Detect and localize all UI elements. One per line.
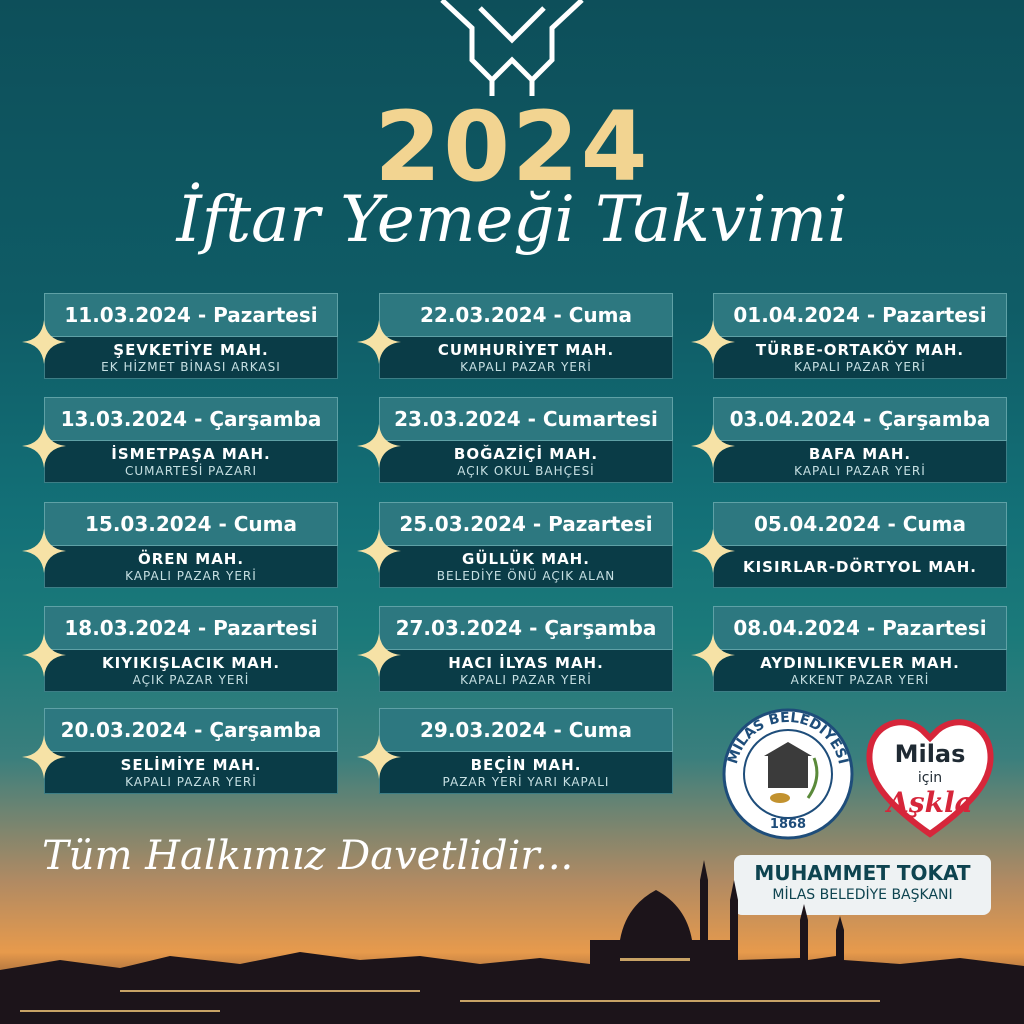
sparkle-icon — [357, 529, 401, 573]
sparkle-icon — [357, 735, 401, 779]
neighborhood-name: BAFA MAH. — [808, 445, 912, 463]
schedule-card — [44, 397, 338, 483]
neighborhood-name: ÖREN MAH. — [137, 550, 245, 568]
schedule-date: 29.03.2024 - Cuma — [379, 708, 673, 752]
schedule-date: 03.04.2024 - Çarşamba — [713, 397, 1007, 441]
neighborhood-name: BEÇİN MAH. — [470, 756, 582, 774]
schedule-place — [379, 650, 673, 692]
schedule-place — [44, 546, 338, 588]
sparkle-icon — [691, 424, 735, 468]
neighborhood-name: ŞEVKETİYE MAH. — [113, 341, 269, 359]
schedule-card — [379, 397, 673, 483]
schedule-card — [713, 502, 1007, 588]
schedule-card — [379, 293, 673, 379]
schedule-card — [44, 708, 338, 794]
schedule-date: 20.03.2024 - Çarşamba — [44, 708, 338, 752]
year-heading: 2024 — [374, 91, 650, 203]
sparkle-icon — [691, 633, 735, 677]
schedule-date: 08.04.2024 - Pazartesi — [713, 606, 1007, 650]
schedule-place — [44, 650, 338, 692]
sparkle-icon — [357, 633, 401, 677]
schedule-card — [44, 293, 338, 379]
sparkle-icon — [22, 320, 66, 364]
neighborhood-name: GÜLLÜK MAH. — [462, 550, 590, 568]
schedule-place — [379, 546, 673, 588]
sparkle-icon — [691, 320, 735, 364]
neighborhood-name: CUMHURİYET MAH. — [437, 341, 615, 359]
schedule-place — [379, 752, 673, 794]
neighborhood-name: İSMETPAŞA MAH. — [111, 445, 271, 463]
ornament-icon — [420, 0, 604, 96]
sparkle-icon — [691, 529, 735, 573]
seal-year: 1868 — [769, 817, 807, 832]
location-name: KAPALI PAZAR YERİ — [125, 569, 257, 583]
schedule-date: 23.03.2024 - Cumartesi — [379, 397, 673, 441]
heart-badge-line2: için — [917, 770, 943, 786]
location-name: CUMARTESİ PAZARI — [124, 464, 258, 478]
neighborhood-name: KIYIKIŞLACIK MAH. — [101, 654, 281, 672]
schedule-date: 01.04.2024 - Pazartesi — [713, 293, 1007, 337]
schedule-card — [379, 708, 673, 794]
sparkle-icon — [22, 735, 66, 779]
heart-badge-line1: Milas — [894, 740, 966, 768]
seal-text: MİLAS BELEDİYESİ — [724, 709, 851, 766]
location-name: AÇIK OKUL BAHÇESİ — [457, 464, 595, 478]
schedule-card — [713, 606, 1007, 692]
location-name: BELEDİYE ÖNÜ AÇIK ALAN — [436, 569, 616, 583]
schedule-place — [44, 337, 338, 379]
schedule-card — [713, 397, 1007, 483]
neighborhood-name: KISIRLAR-DÖRTYOL MAH. — [742, 558, 978, 576]
mosque-skyline-image — [0, 860, 1024, 1024]
schedule-place — [379, 441, 673, 483]
neighborhood-name: HACI İLYAS MAH. — [448, 654, 604, 672]
schedule-place — [379, 337, 673, 379]
page-title: İftar Yemeği Takvimi — [176, 183, 848, 257]
sparkle-icon — [357, 320, 401, 364]
schedule-card — [44, 606, 338, 692]
schedule-card — [713, 293, 1007, 379]
location-name: KAPALI PAZAR YERİ — [125, 775, 257, 789]
schedule-place — [713, 441, 1007, 483]
schedule-date: 11.03.2024 - Pazartesi — [44, 293, 338, 337]
sparkle-icon — [22, 529, 66, 573]
location-name: EK HİZMET BİNASI ARKASI — [101, 360, 281, 374]
location-name: PAZAR YERİ YARI KAPALI — [442, 775, 610, 789]
schedule-place — [713, 546, 1007, 588]
sparkle-icon — [22, 633, 66, 677]
location-name: AÇIK PAZAR YERİ — [132, 673, 250, 687]
schedule-card — [379, 606, 673, 692]
schedule-date: 27.03.2024 - Çarşamba — [379, 606, 673, 650]
municipality-seal-logo — [722, 708, 854, 840]
neighborhood-name: AYDINLIKEVLER MAH. — [760, 654, 960, 672]
location-name: KAPALI PAZAR YERİ — [794, 464, 926, 478]
mayor-name: MUHAMMET TOKAT — [754, 861, 971, 885]
schedule-place — [44, 752, 338, 794]
schedule-place — [713, 650, 1007, 692]
location-name: KAPALI PAZAR YERİ — [794, 360, 926, 374]
location-name: KAPALI PAZAR YERİ — [460, 360, 592, 374]
schedule-date: 18.03.2024 - Pazartesi — [44, 606, 338, 650]
schedule-card — [44, 502, 338, 588]
location-name: AKKENT PAZAR YERİ — [790, 673, 930, 687]
heart-badge-line3: Aşkla — [887, 786, 973, 819]
schedule-card — [379, 502, 673, 588]
schedule-place — [713, 337, 1007, 379]
neighborhood-name: SELİMİYE MAH. — [120, 756, 262, 774]
schedule-date: 05.04.2024 - Cuma — [713, 502, 1007, 546]
schedule-date: 13.03.2024 - Çarşamba — [44, 397, 338, 441]
mayor-title: MİLAS BELEDİYE BAŞKANI — [772, 887, 953, 903]
schedule-place — [44, 441, 338, 483]
neighborhood-name: TÜRBE-ORTAKÖY MAH. — [755, 341, 965, 359]
schedule-date: 25.03.2024 - Pazartesi — [379, 502, 673, 546]
location-name: KAPALI PAZAR YERİ — [460, 673, 592, 687]
schedule-date: 22.03.2024 - Cuma — [379, 293, 673, 337]
schedule-date: 15.03.2024 - Cuma — [44, 502, 338, 546]
sparkle-icon — [357, 424, 401, 468]
invitation-text: Tüm Halkımız Davetlidir... — [42, 833, 574, 879]
sparkle-icon — [22, 424, 66, 468]
neighborhood-name: BOĞAZİÇİ MAH. — [453, 445, 599, 463]
